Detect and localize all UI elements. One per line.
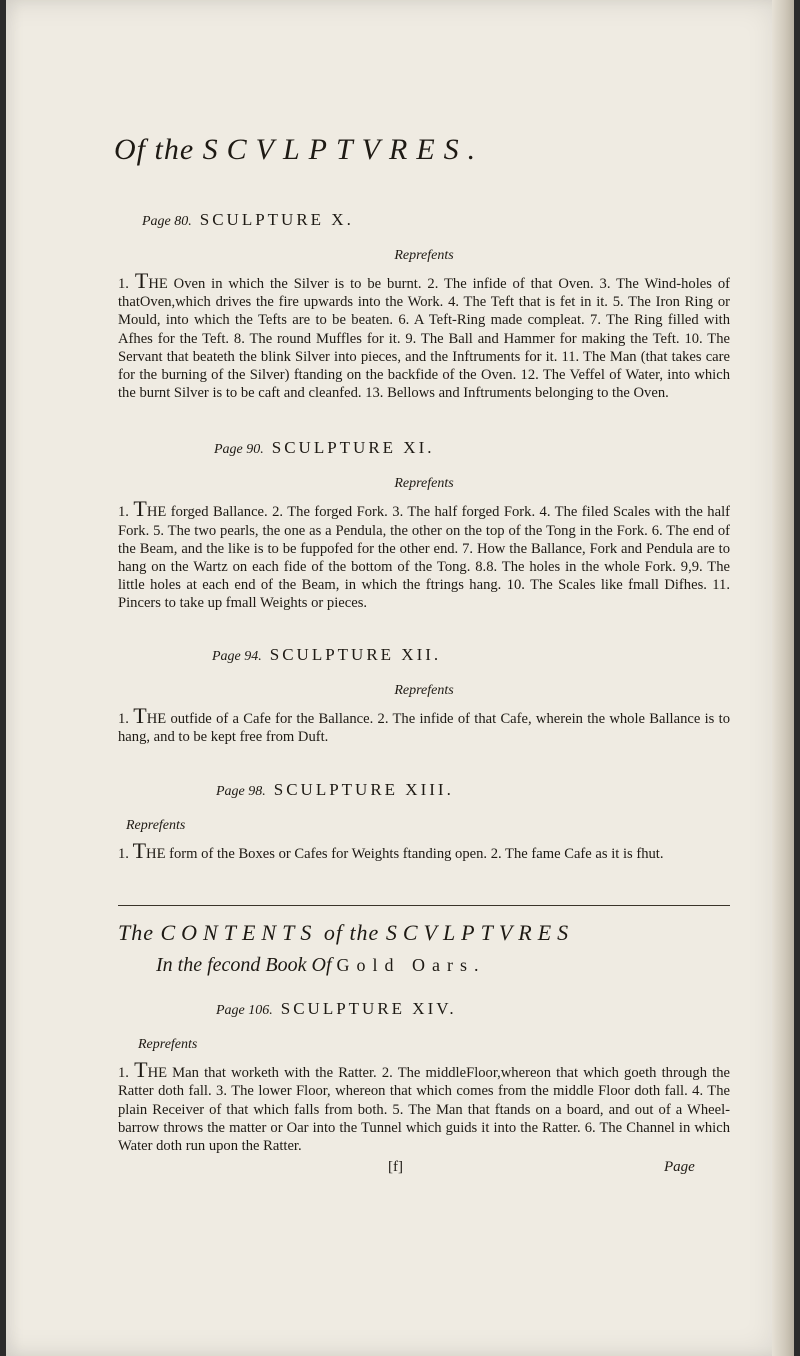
signature-mark: [f] bbox=[388, 1159, 403, 1176]
section-text: 1. THE forged Ballance. 2. The forged Fork. 3. The half forged Fork. 4. The filed Scales with the half Fork. 5. The two pearls, the one as a Pendula, the other on the top of the Tong in the Fork. 6. The end of the Beam, and the like is to be fuppofed for the other end. 7. How the Ballance, Fork and Pendula are to hang on the Wartz on each fide of the bottom of the Tong. 8.8. The holes in the whole Fork. 9,9. The little holes at each end of the Beam, in which the ftrings hang. 10. The Scales like fmall Difhes. 11. Pincers to take up fmall Weights or pieces. bbox=[118, 496, 731, 612]
book-page bbox=[6, 0, 794, 1356]
section-body: HE outfide of a Cafe for the Ballance. 2. The infide of that Cafe, wherein the whole Ballance is to hang, and to be kept free from Duft. bbox=[118, 710, 731, 745]
represents-label: Reprefents bbox=[126, 818, 186, 834]
running-head-caps: SCVLPTVRES. bbox=[202, 133, 485, 166]
page-label: Page 80. bbox=[142, 214, 192, 229]
running-head bbox=[114, 133, 734, 167]
section-title bbox=[118, 438, 730, 458]
sculpture-title: SCULPTURE XIII. bbox=[273, 780, 454, 800]
page-label: Page 94. bbox=[212, 648, 262, 664]
represents-label: Reprefents bbox=[394, 682, 454, 698]
divider-rule bbox=[118, 905, 730, 906]
contents-heading-caps: CONTENTS bbox=[160, 920, 318, 946]
sculpture-title: SCULPTURE XIV. bbox=[280, 999, 457, 1019]
section-text: 1. THE outfide of a Cafe for the Ballance. 2. The infide of that Cafe, wherein the whole Ballance is to hang, and to be kept free from Duft. bbox=[118, 702, 731, 745]
section-text: 1. THE Oven in which the Silver is to be burnt. 2. The infide of that Oven. 3. The Wind-holes of thatOven,which drives the fire upwards into the Work. 4. The Teft that is fet in it. 5. The Iron Ring or Mould, into which the Tefts are to be beaten. 6. A Teft-Ring made compleat. 7. The Ring filled with Afhes for the Teft. 8. The round Muffles for it. 9. The Ball and Hammer for making the Teft. 10. The Servant that beateth the blink Silver into pieces, and the Inftruments for it. 11. The Man (that takes care for the burning of the Silver) ftanding on the backfide of the Oven. 12. The Veffel of Water, into which the burnt Silver is to be caft and cleanfed. 13. Bellows and Inftruments belonging to the Oven. bbox=[118, 268, 730, 402]
section-body: HE forged Ballance. 2. The forged Fork. 3. The half forged Fork. 4. The filed Scales with the half Fork. 5. The two pearls, the one as a Pendula, the other on the top of the Tong in the Fork. 6. The end of the Beam, and the like is to be fuppofed for the other end. 7. How the Ballance, Fork and Pendula are to hang on the Wartz on each fide of the bottom of the Tong. 8.8. The holes in the whole Fork. 9,9. The little holes at each end of the Beam, in which the ftrings hang. 10. The Scales like fmall Difhes. 11. Pincers to take up fmall Weights or pieces. bbox=[118, 504, 731, 612]
running-head-prefix: Of the bbox=[114, 133, 203, 166]
sculpture-title: SCULPTURE XII. bbox=[269, 644, 442, 664]
page-content bbox=[118, 210, 730, 1179]
contents-subheading bbox=[156, 954, 730, 977]
drop-cap: T bbox=[134, 268, 149, 293]
page-footer bbox=[118, 1159, 730, 1179]
section-text: 1. THE Man that worketh with the Ratter. 2. The middleFloor,whereon that which goeth through the Ratter doth fall. 3. The lower Floor, whereon that which comes from the middle Floor doth fall. 4. The plain Receiver of that which falls from both. 5. The Man that ftands on a board, and out of a Wheel-barrow throws the matter or Oar into the Tunnel which guids it into the Ratter. 6. The Channel in which Water doth run upon the Ratter. bbox=[118, 1057, 731, 1155]
drop-cap: T bbox=[134, 1057, 148, 1083]
section-text: 1. THE form of the Boxes or Cafes for Weights ftanding open. 2. The fame Cafe as it is fhut. bbox=[118, 838, 664, 864]
contents-sub-italic: In the fecond Book Of bbox=[156, 954, 337, 977]
page-label: Page 90. bbox=[214, 442, 264, 458]
sculpture-title: SCULPTURE X. bbox=[199, 210, 354, 229]
contents-heading-caps: SCVLPTVRES bbox=[385, 920, 575, 946]
contents-heading-part: of the bbox=[317, 920, 386, 946]
section-title bbox=[118, 645, 730, 665]
represents-label: Reprefents bbox=[138, 1037, 198, 1053]
catchword: Page bbox=[664, 1159, 695, 1176]
section-title bbox=[118, 210, 730, 230]
drop-cap: T bbox=[133, 702, 147, 728]
section-body: HE Oven in which the Silver is to be burnt. 2. The infide of that Oven. 3. The Wind-holes of thatOven,which drives the fire upwards into the Work. 4. The Teft that is fet in it. 5. The Iron Ring or Mould, into which the Tefts are to be beaten. 6. A Teft-Ring made compleat. 7. The Ring filled with Afhes for the Teft. 8. The round Muffles for it. 9. The Ball and Hammer for making the Teft. 10. The Servant that beateth the blink Silver into pieces, and the Inftruments for it. 11. The Man (that takes care for the burning of the Silver) ftanding on the backfide of the Oven. 12. The Veffel of Water, into which the burnt Silver is to be caft and cleanfed. 13. Bellows and Inftruments belonging to the Oven. bbox=[118, 276, 730, 402]
contents-heading-part: The bbox=[118, 920, 161, 946]
page-label: Page 98. bbox=[216, 784, 266, 800]
sculpture-title: SCULPTURE XI. bbox=[271, 438, 435, 458]
section-body: HE form of the Boxes or Cafes for Weights ftanding open. 2. The fame Cafe as it is fhut. bbox=[146, 846, 664, 863]
represents-label: Reprefents bbox=[394, 476, 454, 492]
section-title bbox=[118, 780, 730, 800]
drop-cap: T bbox=[133, 496, 147, 522]
drop-cap: T bbox=[132, 838, 147, 864]
contents-sub-spaced: Gold Oars. bbox=[336, 955, 486, 976]
page-edge bbox=[772, 0, 794, 1356]
page-label: Page 106. bbox=[216, 1003, 273, 1019]
section-body: HE Man that worketh with the Ratter. 2. The middleFloor,whereon that which goeth through the Ratter doth fall. 3. The lower Floor, whereon that which comes from the middle Floor doth fall. 4. The plain Receiver of that which falls from both. 5. The Man that ftands on a board, and out of a Wheel-barrow throws the matter or Oar into the Tunnel which guids it into the Ratter. 6. The Channel in which Water doth run upon the Ratter. bbox=[118, 1065, 731, 1155]
contents-heading bbox=[118, 920, 730, 946]
represents-label: Reprefents bbox=[394, 248, 454, 263]
section-title bbox=[118, 999, 730, 1019]
